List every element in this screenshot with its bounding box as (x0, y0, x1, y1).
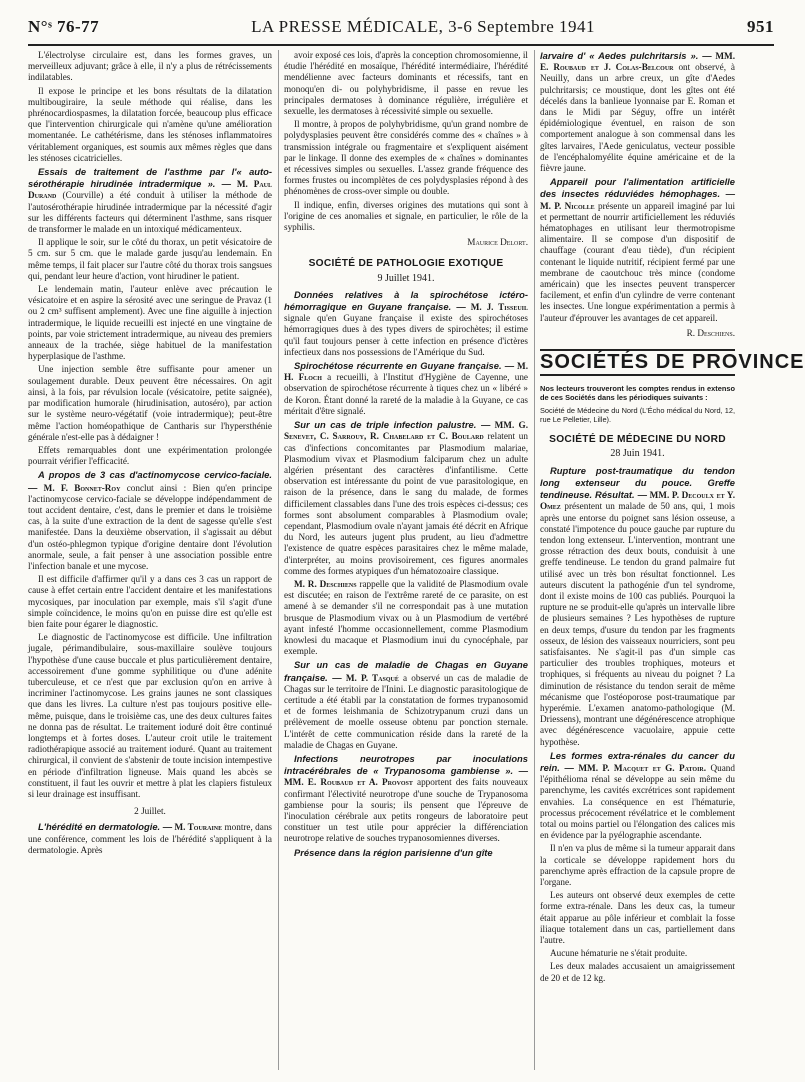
article-author: MM. P. Decoulx et Y. Omez (540, 490, 735, 512)
paragraph: Effets remarquables dont une expérimentation prolongée pourrait vérifier l'efficacité. (28, 444, 272, 467)
article-title: Les formes extra-rénales du cancer du rein. — (540, 749, 735, 773)
paragraph: Le diagnostic de l'actinomycose est difficile. Une infiltration jugale, périmandibulaire, sous-maxillaire soulève toujours l'hypothèse d'une cause buccale et plus particulièrement dentaire, accessoirement d'une gomme syphilitique ou d'une adénite tuberculeuse, et ce n'est que par exclusion qu'on en arrive à incriminer l'actinomycose. Les grains jaunes ne sont classiques que dans les livres. La culture n'est pas toujours positive elle-même, puisque, dans le troisième cas, une des deux cultures faites ne donna pas de résultat. Le traitement ioduré doit être continué longtemps et à fortes doses. L'auteur croit utile le traitement radiothérapique associé au traitement ioduré. Quant au traitement chirurgical, il convient de s'abstenir de toute incision intempestive en période d'infiltration ligneuse. Mais quand les abcès se constituent, il faut les ouvrir et mettre à plat les clapiers fistuleux si leur drainage est insuffisant. (28, 632, 272, 799)
section-heading: SOCIÉTÉ DE MÉDECINE DU NORD (549, 434, 726, 446)
article-author: M. P. Tasqué (345, 672, 399, 683)
paragraph: Aucune hématurie ne s'était produite. (550, 948, 688, 959)
article-title: Rupture post-traumatique du tendon long extenseur du pouce. Greffe tendineuse. Résultat. — (540, 464, 735, 501)
article-title: Appareil pour l'alimentation artificielle des insectes réduviédes hémophages. — (540, 176, 735, 200)
article-title: A propos de 3 cas d'actinomycose cervico-faciale. — (28, 469, 272, 493)
article-author: MM. G. Senevet, C. Sarrouy, R. Chabelard et C. Boulard (284, 420, 529, 442)
article-author: M. Paul Durand (28, 179, 272, 201)
article-spirochetose-ictero: Données relatives à la spirochétose ictéro-hémorragique en Guyane française. — M. J. Tisseuil signale qu'en Guyane française il existe des spirochétoses hémorragiques dues à des types divers de spirochètes; il estime qu'il faut toujours penser à cette infection en présence d'ictères infectieux dans nos possessions de l'Amérique du Sud. (284, 288, 528, 357)
column-2 (284, 50, 528, 1070)
column-rule (534, 50, 535, 1070)
article-author: M. H. Floch (284, 361, 528, 383)
reader-note-source: Société de Médecine du Nord (L'Écho médical du Nord, 12, rue Le Pelletier, Lille). (540, 406, 735, 425)
paragraph: L'électrolyse circulaire est, dans les formes graves, un merveilleux adjuvant; grâce à elle, il n'y a plus de rétrécissements indilatables. (28, 50, 272, 83)
column-rule (278, 50, 279, 1070)
article-title: Présence dans la région parisienne d'un gîte (294, 846, 493, 858)
article-spirochetose-recurrente: Spirochétose récurrente en Guyane française. — M. H. Floch a recueilli, à l'Institut d'Hygiène de Cayenne, une observation de spirochétose récurrente à tiques chez un « libéré » de Koron. Étant donné la rareté de la maladie à la Guyane, ce cas méritait d'être signalé. (284, 360, 529, 416)
banner-societes-province: SOCIÉTÉS DE PROVINCE (540, 349, 735, 376)
page-header (28, 10, 774, 46)
paragraph: Le lendemain matin, l'auteur enlève avec précaution le vésicatoire et en aspire la sérosité avec une seringue de Pravaz (1 ou 2 cm³ suffisent amplement). Avec une fine aiguille à injection intradermique, le liquide recueilli est injecté en une vingtaine de points, par voie strictement intradermique, au niveau des premiers anneaux de la trachée, siège habituel de la manifestation hyperplasique de l'asthme. (28, 284, 272, 362)
article-title: Sur un cas de maladie de Chagas en Guyane française. — (284, 659, 528, 683)
paragraph: Les deux malades accusaient un amaigrissement de 20 et de 12 kg. (540, 961, 735, 983)
section-date: 28 Juin 1941. (610, 448, 665, 460)
article-appareil: Appareil pour l'alimentation artificielle des insectes réduviédes hémophages. — M. P. Nicolle présente un appareil imaginé par lui et permettant de nourrir artificiellement les réduviés hématophages en utilisant leur thermotropisme alimentaire. Il se compose d'un dispositif de chauffage (courant d'eau tiède), d'un récipient contenant le liquide nutritif, récipient fermé par une membrane de caoutchouc très mince (condome américain) que les insectes peuvent transpercer facilement, et enfin d'un cylindre de verre contenant les insectes. Une longue expérimentation a permis à l'auteur d'éprouver les avantages de cet appareil. (540, 176, 735, 323)
paragraph: Il n'en va plus de même si la tumeur apparait dans la corticale se développe rapidement hors du parenchyme après effraction de la capsule propre de l'organe. (540, 843, 735, 887)
article-title: Spirochétose récurrente en Guyane française. — (294, 360, 515, 372)
paragraph: Les auteurs ont observé deux exemples de cette forme extra-rénale. Dans les deux cas, la tumeur était apparue au pôle inférieur et comblait la fosse iliaque totalement dans un cas, partiellement dans l'autre. (540, 890, 735, 946)
issue-date: 3-6 Septembre 1941 (448, 17, 596, 36)
article-heredite: L'hérédité en dermatologie. — M. Touraine montre, dans une conférence, comment les lois de l'hérédité s'appliquent à la dermatologie. Après (28, 821, 272, 855)
article-author: MM. P. Macquet et G. Patoir. (578, 762, 707, 773)
section-heading: SOCIÉTÉ DE PATHOLOGIE EXOTIQUE (308, 258, 504, 270)
paragraph: Il expose le principe et les bons résultats de la dilatation multibougiraire, la seule méthode qui réalise, dans les phrénocardiospasmes, la dilatation forcée, beaucoup plus efficace que l'intervention chirurgicale qui n'amène qu'une amélioration momentanée. Le cathétérisme, dans les sténoses inflammatoires véritablement organiques, est soumis aux mêmes règles que dans les sténoses cicatricielles. (28, 85, 272, 163)
article-author: M. J. Tisseuil (470, 302, 528, 313)
article-author: MM. E. Roubaud et J. Colas-Belcour (540, 51, 736, 73)
article-author: M. F. Bonnet-Roy (43, 482, 121, 493)
signature: R. Deschiens. (686, 327, 735, 338)
article-title: larvaire d' « Aedes pulchritarsis ». — (540, 50, 712, 61)
article-essais-asthme: Essais de traitement de l'asthme par l'« auto-sérothérapie hirudinée intradermique ». — M. Paul Durand (Courville) a été conduit à utiliser la méthode de l'autosérothérapie hirudinée intradermique par la nécessité d'agir sur les différents facteurs qui déterminent l'asthme, sans risquer de transformer le malade en un intoxiqué médicamenteux. (28, 166, 273, 235)
paragraph: avoir exposé ces lois, d'après la conception chromosomienne, il étudie l'hérédité en mosaïque, l'hérédité intermédiaire, l'hérédité mendélienne avec facteurs dominants et récessifs, tant en monoqu'en di- ou polyhybridisme, il passe en revue les principales dermatoses à dominance régulière, irrégulière et sexuelle, les dermatoses à récessivité simple ou sexuelle. (284, 50, 528, 117)
column-3 (540, 50, 805, 1070)
article-title: Sur un cas de triple infection palustre. — (294, 419, 491, 431)
paragraph: Il indique, enfin, diverses origines des mutations qui sont à l'origine de ces anomalies et signale, en particulier, le rôle de la syphilis. (284, 199, 528, 233)
article-title: Infections neurotropes par inoculations intracérébrales de « Trypanosoma gambiense ». — (284, 752, 528, 777)
article-aedes-cont: larvaire d' « Aedes pulchritarsis ». — MM. E. Roubaud et J. Colas-Belcour ont observé, à Neuilly, dans un arbre creux, un gîte d'Aedes pulchritarsis; ce moustique, dont les gîtes ont été décelés dans la banlieue lyonnaise par E. Roman et dans le Midi par Séguy, offre un intérêt épidémiologique éventuel, en raison de son comportement analogue à son commensal dans les gîtes larvaires, l'Aede geniculatus, vecteur possible de l'encéphalomyélite équine américaine et de la fièvre jaune. (540, 50, 736, 174)
article-aedes-start (284, 847, 528, 859)
article-title: Données relatives à la spirochétose ictéro-hémorragique en Guyane française. — (284, 288, 528, 313)
paragraph: Il applique le soir, sur le côté du thorax, un petit vésicatoire de 5 cm. sur 5 cm. que le malade garde jusqu'au lendemain. En même temps, il fait placer sur l'autre côté du thorax trois sangsues qui, pendant leur heure d'action, vont hirudiner le patient. (28, 237, 272, 281)
article-author: M. Touraine (174, 822, 223, 833)
paragraph: Il montre, à propos de polyhybridisme, qu'un grand nombre de polydysplasies peuvent être considérés comme des « chaînes » à transmission intégrale ou fragmentaire et s'expliquent aisément par le linkage. Il donne des exemples de « chaînes » dominantes et récessives simples ou sexuelles. L'assez grande fréquence des formes frustes ou incomplètes de ces polydysplasies répond à des phénomènes de cross-over simple ou double. (284, 119, 528, 197)
article-author: MM. E. Roubaud et A. Provost (284, 777, 413, 788)
article-title: Essais de traitement de l'asthme par l'« auto-sérothérapie hirudinée intradermique ». — (28, 166, 272, 190)
article-cancer-rein: Les formes extra-rénales du cancer du rein. — MM. P. Macquet et G. Patoir. Quand l'épithélioma rénal se développe au sein même du parenchyme, les cavités excrétrices sont rapidement envahies. La conséquence en est l'hématurie, processus précocement révélatrice et le comblement total ou moins partiel ou l'élongation des calices mis en évidence par la pyélographie ascendante. (540, 749, 735, 841)
section-date: 2 Juillet. (134, 806, 166, 817)
paragraph: M. R. Deschiens rappelle que la validité de Plasmodium ovale est discutée; en raison de l'extrême rareté de ce parasite, on est amené à se demander s'il ne correspondait pas à une mutation brusque de Plasmodium vivax ou à un Plasmodium de vertébré ayant infesté l'homme occasionnellement, comme Plasmodium knowlesi du macaque et Plasmodium inui du cynocéphale, par exemple. (284, 578, 528, 657)
column-1 (28, 50, 272, 1070)
article-actinomycose: A propos de 3 cas d'actinomycose cervico-faciale. — M. F. Bonnet-Roy conclut ainsi : Bien qu'en principe l'actinomycose cervico-faciale se développe indépendamment de tout accident dentaire, c'est, dans le premier et dans le troisième cas, à la suite d'une extraction de la dent de sagesse qu'elle s'est manifestée. Dans la deuxième observation, il s'agissait au début d'un ostéo-phlegmon typique d'origine dentaire dont l'évolution anormale, seule, a fait penser à une association possible entre l'infection banale et une mycose. (28, 469, 272, 571)
article-author: M. P. Nicolle (540, 200, 595, 211)
paragraph: Une injection semble être suffisante pour amener un soulagement durable. Deux peuvent être nécessaires. On agit ainsi, à la fois, par révulsion locale (vésicatoire, petite saignée), par modification humorale (hirudinisation, autoséro), par action sur le système neuro-végétatif (voie intradermique); peut-être même l'action homéopathique de Cantharis sur l'hypersthénie générale n'est-elle pas à dédaigner ! (28, 364, 272, 442)
article-rupture-tendon: Rupture post-traumatique du tendon long extenseur du pouce. Greffe tendineuse. Résultat. — MM. P. Decoulx et Y. Omez présentent un malade de 50 ans, qui, 1 mois après une entorse du poignet sans lésion osseuse, a constaté l'impotence du pouce gauche par rupture du tendon long extenseur. L'intervention, montrant une grosse rétraction des deux bouts, conduisit à une greffe tendineuse. Le tendon du grand palmaire fut utilisé avec un très bon résultat fonctionnel. Les auteurs discutent la pathogénie d'un tel syndrome, dont il existe moins de 100 cas publiés. Pourquoi la rupture ne se produit-elle qu'après un intervalle libre de plusieurs semaines ? Les hypothèses de rupture en deux temps, d'usure du tendon par les fragments osseux, de lésion des vaisseaux nourriciers, sont peu satisfaisantes. Ne s'agit-il pas d'un simple cas particulier des troubles trophiques, moteurs et trophiques, si fréquents au niveau du poignet ? La diminution de résistance du tendon serait de même mécanisme que l'ostéoporose post-traumatique par hyperémie. L'examen anatomo-pathologique (M. Driessens), montrant une dégénérescence atrophique avec dégénérescence vacuolaire, appuie cette hypothèse. (540, 464, 736, 747)
page-number: 951 (746, 17, 774, 36)
article-author: M. R. Deschiens (294, 578, 357, 589)
paragraph: Il est difficile d'affirmer qu'il y a dans ces 3 cas un rapport de cause à effet certain entre l'accident dentaire et les manifestations mycosiques, par inoculation par exemple, mais s'il s'agit d'une simple coïncidence, le moins qu'on en puisse dire est qu'elle est bien faite pour égarer le diagnostic. (28, 574, 272, 629)
reader-note: Nos lecteurs trouveront les comptes rendus in extenso de ces Sociétés dans les périodiques suivants : (540, 384, 735, 403)
journal-title: LA PRESSE MÉDICALE, 3-6 Septembre 1941 (251, 17, 596, 36)
article-chagas: Sur un cas de maladie de Chagas en Guyane française. — M. P. Tasqué a observé un cas de maladie de Chagas sur le territoire de l'Inini. Le diagnostic parasitologique de certitude a été établi par la constatation de formes trypanosomid et de formes leishmania de Schizotrypanum cruzi dans un prélèvement de moelle osseuse obtenu par ponction sternale. L'intérêt de cette communication réside dans la rareté de la maladie de Chagas en Guyane. (284, 659, 529, 750)
signature: Maurice Delort. (467, 237, 528, 248)
article-title: L'hérédité en dermatologie. — (38, 821, 173, 833)
article-triple-infection: Sur un cas de triple infection palustre. — MM. G. Senevet, C. Sarrouy, R. Chabelard et C. Boulard relatent un cas d'infections concomitantes par Plasmodium malariae, Plasmodium vivax et Plasmodium falciparum chez un adulte algérien présentant des caractères d'infantilisme. Cette observation est intéressante du point de vue parasitologique, en raison de la présence, dans le sang du malade, de formes difficilement classables dans l'une des trois espèces ci-dessus; ces formes sont absolument comparables à Plasmodium ovale; cependant, Plasmodium ovale n'ayant jamais été décrit en Afrique du Nord, les auteurs jugent plus prudent, au lieu d'admettre l'existence de quatre espèces parasitaires chez le même malade, d'interpréter, au moins provisoirement, ces figures anormales comme des formes atypiques d'un hématozoaire classique. (284, 419, 529, 576)
section-date: 9 Juillet 1941. (377, 272, 435, 284)
issue-number: N°ˢ 76-77 (28, 17, 100, 36)
article-trypanosoma: Infections neurotropes par inoculations intracérébrales de « Trypanosoma gambiense ». — MM. E. Roubaud et A. Provost apportent des faits nouveaux confirmant l'électivité neurotrope d'une souche de Trypanosoma gambiense pour la souris; ils pensent que l'épreuve de l'inoculation cérébrale aux petits rongeurs de laboratoire peut constituer un test utile pour apprécier la différenciation neurotrope relative de souches trypanosomiennes diverses. (284, 752, 528, 844)
